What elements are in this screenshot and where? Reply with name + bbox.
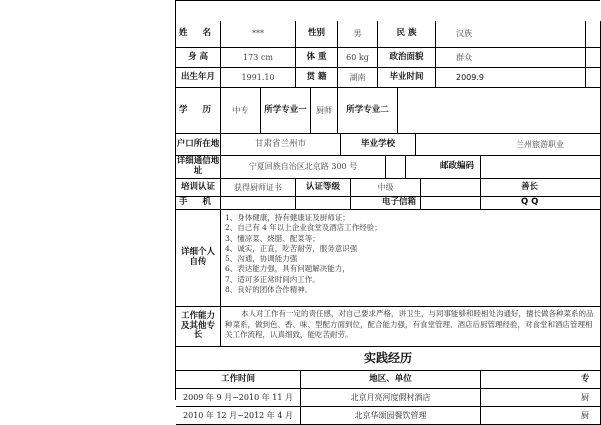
list-item: 4、诚实，正直，吃苦耐劳，服务意识强 (225, 243, 358, 253)
cert-level-label: 认证等级 (296, 179, 351, 197)
list-item: 5、沟通，协调能力强 (225, 254, 298, 264)
major1-label: 所学专业一 (261, 88, 311, 134)
training-label: 培训认证 (176, 179, 221, 197)
table-row-place: 北京月亮河度假村酒店 (301, 389, 481, 407)
email-label: 电子信箱 (351, 197, 421, 210)
training-value: 获得厨师证书 (221, 179, 296, 197)
ability-label: 工作能力及其他专长 (176, 307, 221, 347)
col-place-header: 地区、单位 (301, 371, 481, 389)
list-item: 8、良好的团体合作精神。 (225, 285, 313, 295)
hukou-value: 甘肃省兰州市 (221, 134, 341, 156)
list-item: 6、表达能力强，具有问题解决能力， (225, 264, 350, 274)
address-value: 宁夏回族自治区北京路 300 号 (221, 156, 386, 179)
education-value: 中专 (221, 88, 261, 134)
school-label: 毕业学校 (341, 134, 416, 156)
list-item: 1、身体健康，持有健康证及厨师证； (225, 213, 350, 222)
grad-value: 2009.9 (436, 68, 586, 88)
ability-text (221, 307, 601, 347)
major2-value (398, 88, 601, 134)
weight-label: 体 重 (296, 48, 338, 68)
education-label: 学 历 (176, 88, 221, 134)
ethnicity-label: 民 族 (378, 21, 436, 48)
origin-label: 贯 籍 (296, 68, 338, 88)
name-value: *** (221, 21, 296, 48)
phone-label: 手 机 (176, 197, 221, 210)
height-label: 身 高 (176, 48, 221, 68)
photo-edge (586, 48, 601, 68)
qq-label: Q Q (481, 197, 601, 210)
ability-paragraph: 本人对工作有一定的责任感，对自己要求严格，讲卫生，与同事能够和睦相处沟通好，擅长做各种菜系的品种菜系，做到色、香、味、型配方面到位，配合能力强，有食堂管理、酒店后厨管理经验，对食堂和酒店管理相关工作流程，认真细致，能吃苦耐劳。 (225, 309, 594, 339)
table-row-time: 2009 年 9 月~2010 年 11 月 (176, 389, 301, 407)
specialty-label: 善长 (481, 179, 601, 197)
table-row-post: 厨 (481, 407, 601, 425)
major1-value: 厨师 (311, 88, 338, 134)
col-time-header: 工作时间 (176, 371, 301, 389)
height-value: 173 cm (221, 48, 296, 68)
table-row-time: 2010 年 12 月~2012 年 4 月 (176, 407, 301, 425)
postcode-label: 邮政编码 (406, 156, 481, 179)
weight-value: 60 kg (338, 48, 378, 68)
gender-value: 男 (338, 21, 378, 48)
school-value: 兰州旅游职业 (416, 134, 601, 156)
grad-label: 毕业时间 (378, 68, 436, 88)
major2-label: 所学专业二 (338, 88, 398, 134)
self-intro-label: 详细个人自传 (176, 210, 221, 307)
cert-level-value: 中级 (351, 179, 421, 197)
col-post-header: 专 (481, 371, 601, 389)
table-row-place: 北京华颂园餐饮管理 (301, 407, 481, 425)
list-item: 2、自己有 4 年以上企业食堂及酒店工作经验； (225, 223, 382, 233)
address-spacer (386, 156, 406, 179)
self-intro-section (176, 210, 601, 307)
photo-edge (586, 21, 601, 48)
name-label: 姓 名 (176, 21, 221, 48)
phone-value (221, 197, 296, 210)
address-label: 详细通信地址 (176, 156, 221, 179)
list-item: 7、适可多正常时间内工作。 (225, 274, 320, 284)
postcode-value (481, 156, 601, 179)
gender-label: 性别 (296, 21, 338, 48)
list-item: 3、懂凉菜、烧腊、配菜等； (225, 233, 320, 243)
birth-value: 1991.10 (221, 68, 296, 88)
birth-label: 出生年月 (176, 68, 221, 88)
photo-edge (586, 68, 601, 88)
phone-spacer (296, 197, 351, 210)
political-label: 政治面貌 (378, 48, 436, 68)
cert-spacer (421, 179, 481, 197)
self-intro-list (221, 210, 601, 307)
hukou-label: 户口所在地 (176, 134, 221, 156)
political-value: 群众 (436, 48, 586, 68)
origin-value: 湖南 (338, 68, 378, 88)
email-value (421, 197, 481, 210)
ethnicity-value: 汉族 (436, 21, 586, 48)
resume-form (175, 0, 600, 420)
table-row-post: 厨 (481, 389, 601, 407)
ability-section (176, 307, 601, 347)
experience-title: 实践经历 (176, 347, 601, 371)
